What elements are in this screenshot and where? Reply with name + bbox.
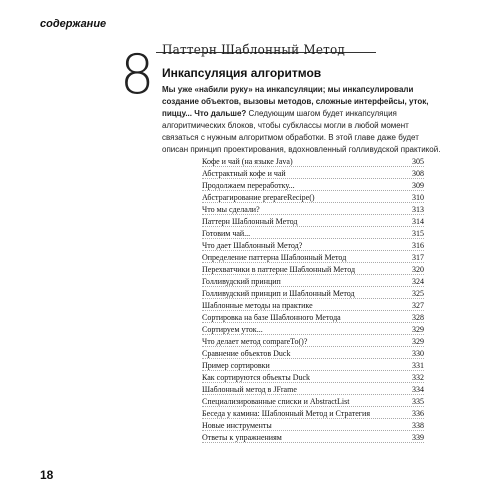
toc-row xyxy=(202,384,424,395)
toc-item-title: Беседа у камина: Шаблонный Метод и Стратегия xyxy=(202,408,371,418)
chapter-number: 8 xyxy=(120,43,155,106)
toc-row xyxy=(202,228,424,239)
intro-text: Следующим шагом будет инкапсуляция алгоритмических блоков, чтобы субклассы могли в любой момент связаться с нужным алгоритмом обработки. В этой главе даже будет описан принцип проектирования, вдохновленный голливудской практикой. xyxy=(162,109,441,154)
toc-row xyxy=(202,336,424,347)
chapter-kicker: Паттерн Шаблонный Метод xyxy=(162,42,346,58)
toc-item-page: 305 xyxy=(412,156,424,166)
toc-row xyxy=(202,288,424,299)
toc-row xyxy=(202,216,424,227)
toc-item-page: 329 xyxy=(412,336,424,346)
toc-row xyxy=(202,300,424,311)
toc-item-page: 314 xyxy=(412,216,424,226)
toc-item-page: 325 xyxy=(412,288,424,298)
toc-item-page: 331 xyxy=(412,360,424,370)
toc-item-title: Шаблонный метод в JFrame xyxy=(202,384,297,394)
toc-item-title: Готовим чай... xyxy=(202,228,251,238)
toc-item-page: 324 xyxy=(412,276,424,286)
toc-item-title: Ответы к упражнениям xyxy=(202,432,282,442)
toc-item-title: Шаблонные методы на практике xyxy=(202,300,313,310)
table-of-contents xyxy=(202,156,424,444)
toc-item-title: Что мы сделали? xyxy=(202,204,260,214)
toc-row xyxy=(202,276,424,287)
toc-item-page: 336 xyxy=(412,408,424,418)
toc-item-title: Сортировка на базе Шаблонного Метода xyxy=(202,312,341,322)
toc-row xyxy=(202,168,424,179)
toc-item-page: 316 xyxy=(412,240,424,250)
toc-item-title: Пример сортировки xyxy=(202,360,270,370)
page-number: 18 xyxy=(40,468,54,482)
toc-item-title: Абстрактный кофе и чай xyxy=(202,168,286,178)
toc-item-title: Как сортируются объекты Duck xyxy=(202,372,311,382)
section-label: содержание xyxy=(40,18,107,30)
toc-item-page: 327 xyxy=(412,300,424,310)
toc-item-title: Сравнение объектов Duck xyxy=(202,348,291,358)
toc-row xyxy=(202,348,424,359)
toc-row xyxy=(202,408,424,419)
toc-row xyxy=(202,264,424,275)
toc-item-page: 308 xyxy=(412,168,424,178)
toc-row xyxy=(202,192,424,203)
toc-item-title: Что дает Шаблонный Метод? xyxy=(202,240,303,250)
toc-item-page: 320 xyxy=(412,264,424,274)
toc-item-page: 328 xyxy=(412,312,424,322)
toc-item-page: 339 xyxy=(412,432,424,442)
toc-item-title: Что делает метод compareTo()? xyxy=(202,336,308,346)
toc-item-title: Новые инструменты xyxy=(202,420,272,430)
toc-row xyxy=(202,420,424,431)
toc-item-title: Определение паттерна Шаблонный Метод xyxy=(202,252,347,262)
chapter-title: Инкапсуляция алгоритмов xyxy=(162,66,322,80)
toc-row xyxy=(202,204,424,215)
toc-item-title: Голливудский принцип xyxy=(202,276,281,286)
toc-item-page: 329 xyxy=(412,324,424,334)
toc-item-page: 310 xyxy=(412,192,424,202)
toc-item-page: 338 xyxy=(412,420,424,430)
toc-item-page: 313 xyxy=(412,204,424,214)
toc-row xyxy=(202,360,424,371)
toc-item-title: Специализированные списки и AbstractList xyxy=(202,396,350,406)
toc-row xyxy=(202,180,424,191)
toc-item-title: Голливудский принцип и Шаблонный Метод xyxy=(202,288,355,298)
toc-item-title: Кофе и чай (на языке Java) xyxy=(202,156,293,166)
chapter-intro xyxy=(162,84,442,156)
toc-row xyxy=(202,156,424,167)
toc-item-title: Паттерн Шаблонный Метод xyxy=(202,216,298,226)
toc-row xyxy=(202,396,424,407)
toc-row xyxy=(202,312,424,323)
toc-item-title: Перехватчики в паттерне Шаблонный Метод xyxy=(202,264,356,274)
toc-item-title: Сортируем уток... xyxy=(202,324,263,334)
toc-row xyxy=(202,240,424,251)
toc-item-page: 315 xyxy=(412,228,424,238)
toc-item-title: Продолжаем переработку... xyxy=(202,180,295,190)
toc-item-title: Абстрагирование prepareRecipe() xyxy=(202,192,315,202)
toc-item-page: 317 xyxy=(412,252,424,262)
toc-item-page: 334 xyxy=(412,384,424,394)
toc-item-page: 309 xyxy=(412,180,424,190)
toc-item-page: 332 xyxy=(412,372,424,382)
toc-row xyxy=(202,372,424,383)
toc-row xyxy=(202,252,424,263)
toc-item-page: 330 xyxy=(412,348,424,358)
intro-bold: Мы уже «набили руку» на инкапсуляции; мы инкапсулировали создание объектов, вызовы методов, сложные интерфейсы, уток, пиццу... Что дальше? xyxy=(162,85,429,118)
toc-row xyxy=(202,432,424,443)
toc-row xyxy=(202,324,424,335)
toc-item-page: 335 xyxy=(412,396,424,406)
